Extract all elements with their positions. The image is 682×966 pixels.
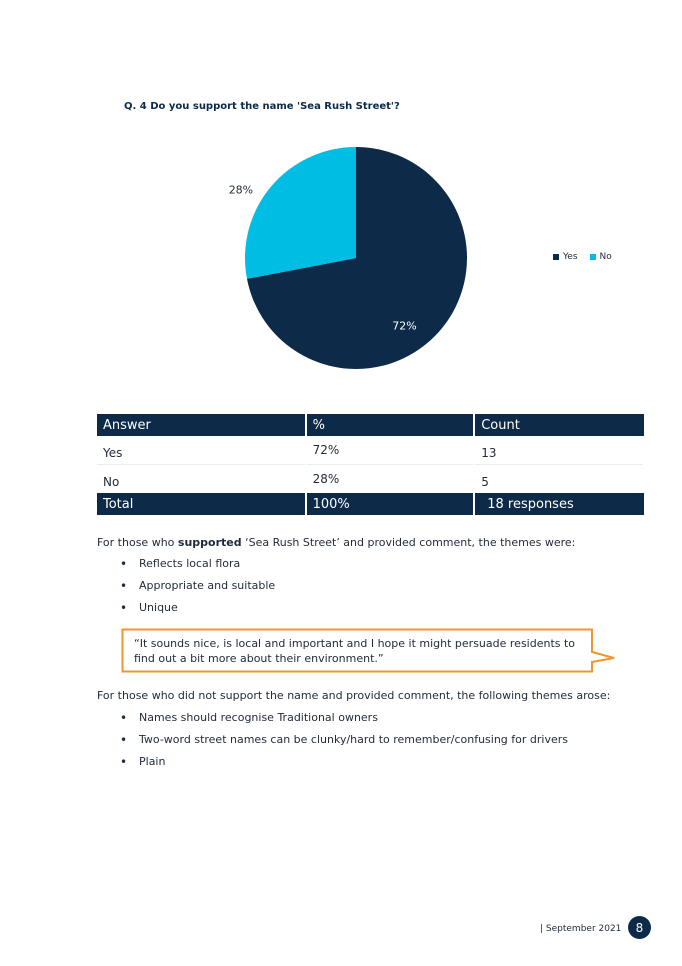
cell-answer: Yes xyxy=(97,436,306,465)
supported-themes-list xyxy=(120,553,275,619)
table-row xyxy=(97,465,644,494)
footer-date: | September 2021 xyxy=(540,924,622,934)
header-percent: % xyxy=(306,414,475,436)
legend-label-no: No xyxy=(599,252,612,262)
cell-percent: 28% xyxy=(306,465,475,494)
chart-legend xyxy=(553,252,612,262)
cell-percent: 72% xyxy=(306,436,475,465)
list-item: • Names should recognise Traditional owners xyxy=(120,707,568,729)
pie-slice-no xyxy=(245,147,356,279)
total-count: 18 responses xyxy=(474,493,644,515)
supported-intro-bold: supported xyxy=(177,536,242,549)
legend-label-yes: Yes xyxy=(563,252,578,262)
table-header-row xyxy=(97,414,644,436)
cell-answer: No xyxy=(97,465,306,494)
header-count: Count xyxy=(474,414,644,436)
results-table xyxy=(97,414,645,515)
header-answer: Answer xyxy=(97,414,306,436)
list-item: • Reflects local flora xyxy=(120,553,275,575)
pie-label-yes: 72% xyxy=(392,319,417,333)
total-percent: 100% xyxy=(306,493,475,515)
list-item: • Plain xyxy=(120,751,568,773)
not-supported-intro: For those who did not support the name and provided comment, the following themes arose: xyxy=(97,689,611,702)
list-item: • Unique xyxy=(120,597,275,619)
cell-count: 13 xyxy=(474,436,644,465)
not-supported-themes-list xyxy=(120,707,568,773)
supported-intro-before: For those who xyxy=(97,536,178,549)
legend-swatch-no xyxy=(590,254,596,260)
legend-item-yes xyxy=(553,252,578,262)
question-heading: Q. 4 Do you support the name 'Sea Rush Street'? xyxy=(124,101,400,112)
pie-chart xyxy=(200,135,520,385)
page-number-badge: 8 xyxy=(628,916,651,939)
table-row xyxy=(97,436,644,465)
legend-swatch-yes xyxy=(553,254,559,260)
list-item: • Appropriate and suitable xyxy=(120,575,275,597)
list-item: • Two-word street names can be clunky/hard to remember/confusing for drivers xyxy=(120,729,568,751)
supported-intro-after: ‘Sea Rush Street’ and provided comment, the themes were: xyxy=(241,536,576,549)
supported-quote: “It sounds nice, is local and important and I hope it might persuade residents to find out a bit more about their environment.” xyxy=(134,637,576,665)
table-total-row xyxy=(97,493,644,515)
supported-intro xyxy=(97,536,575,549)
quote-callout xyxy=(121,628,621,673)
total-label: Total xyxy=(97,493,306,515)
pie-label-no: 28% xyxy=(228,183,254,197)
cell-count: 5 xyxy=(474,465,644,494)
legend-item-no xyxy=(590,252,612,262)
